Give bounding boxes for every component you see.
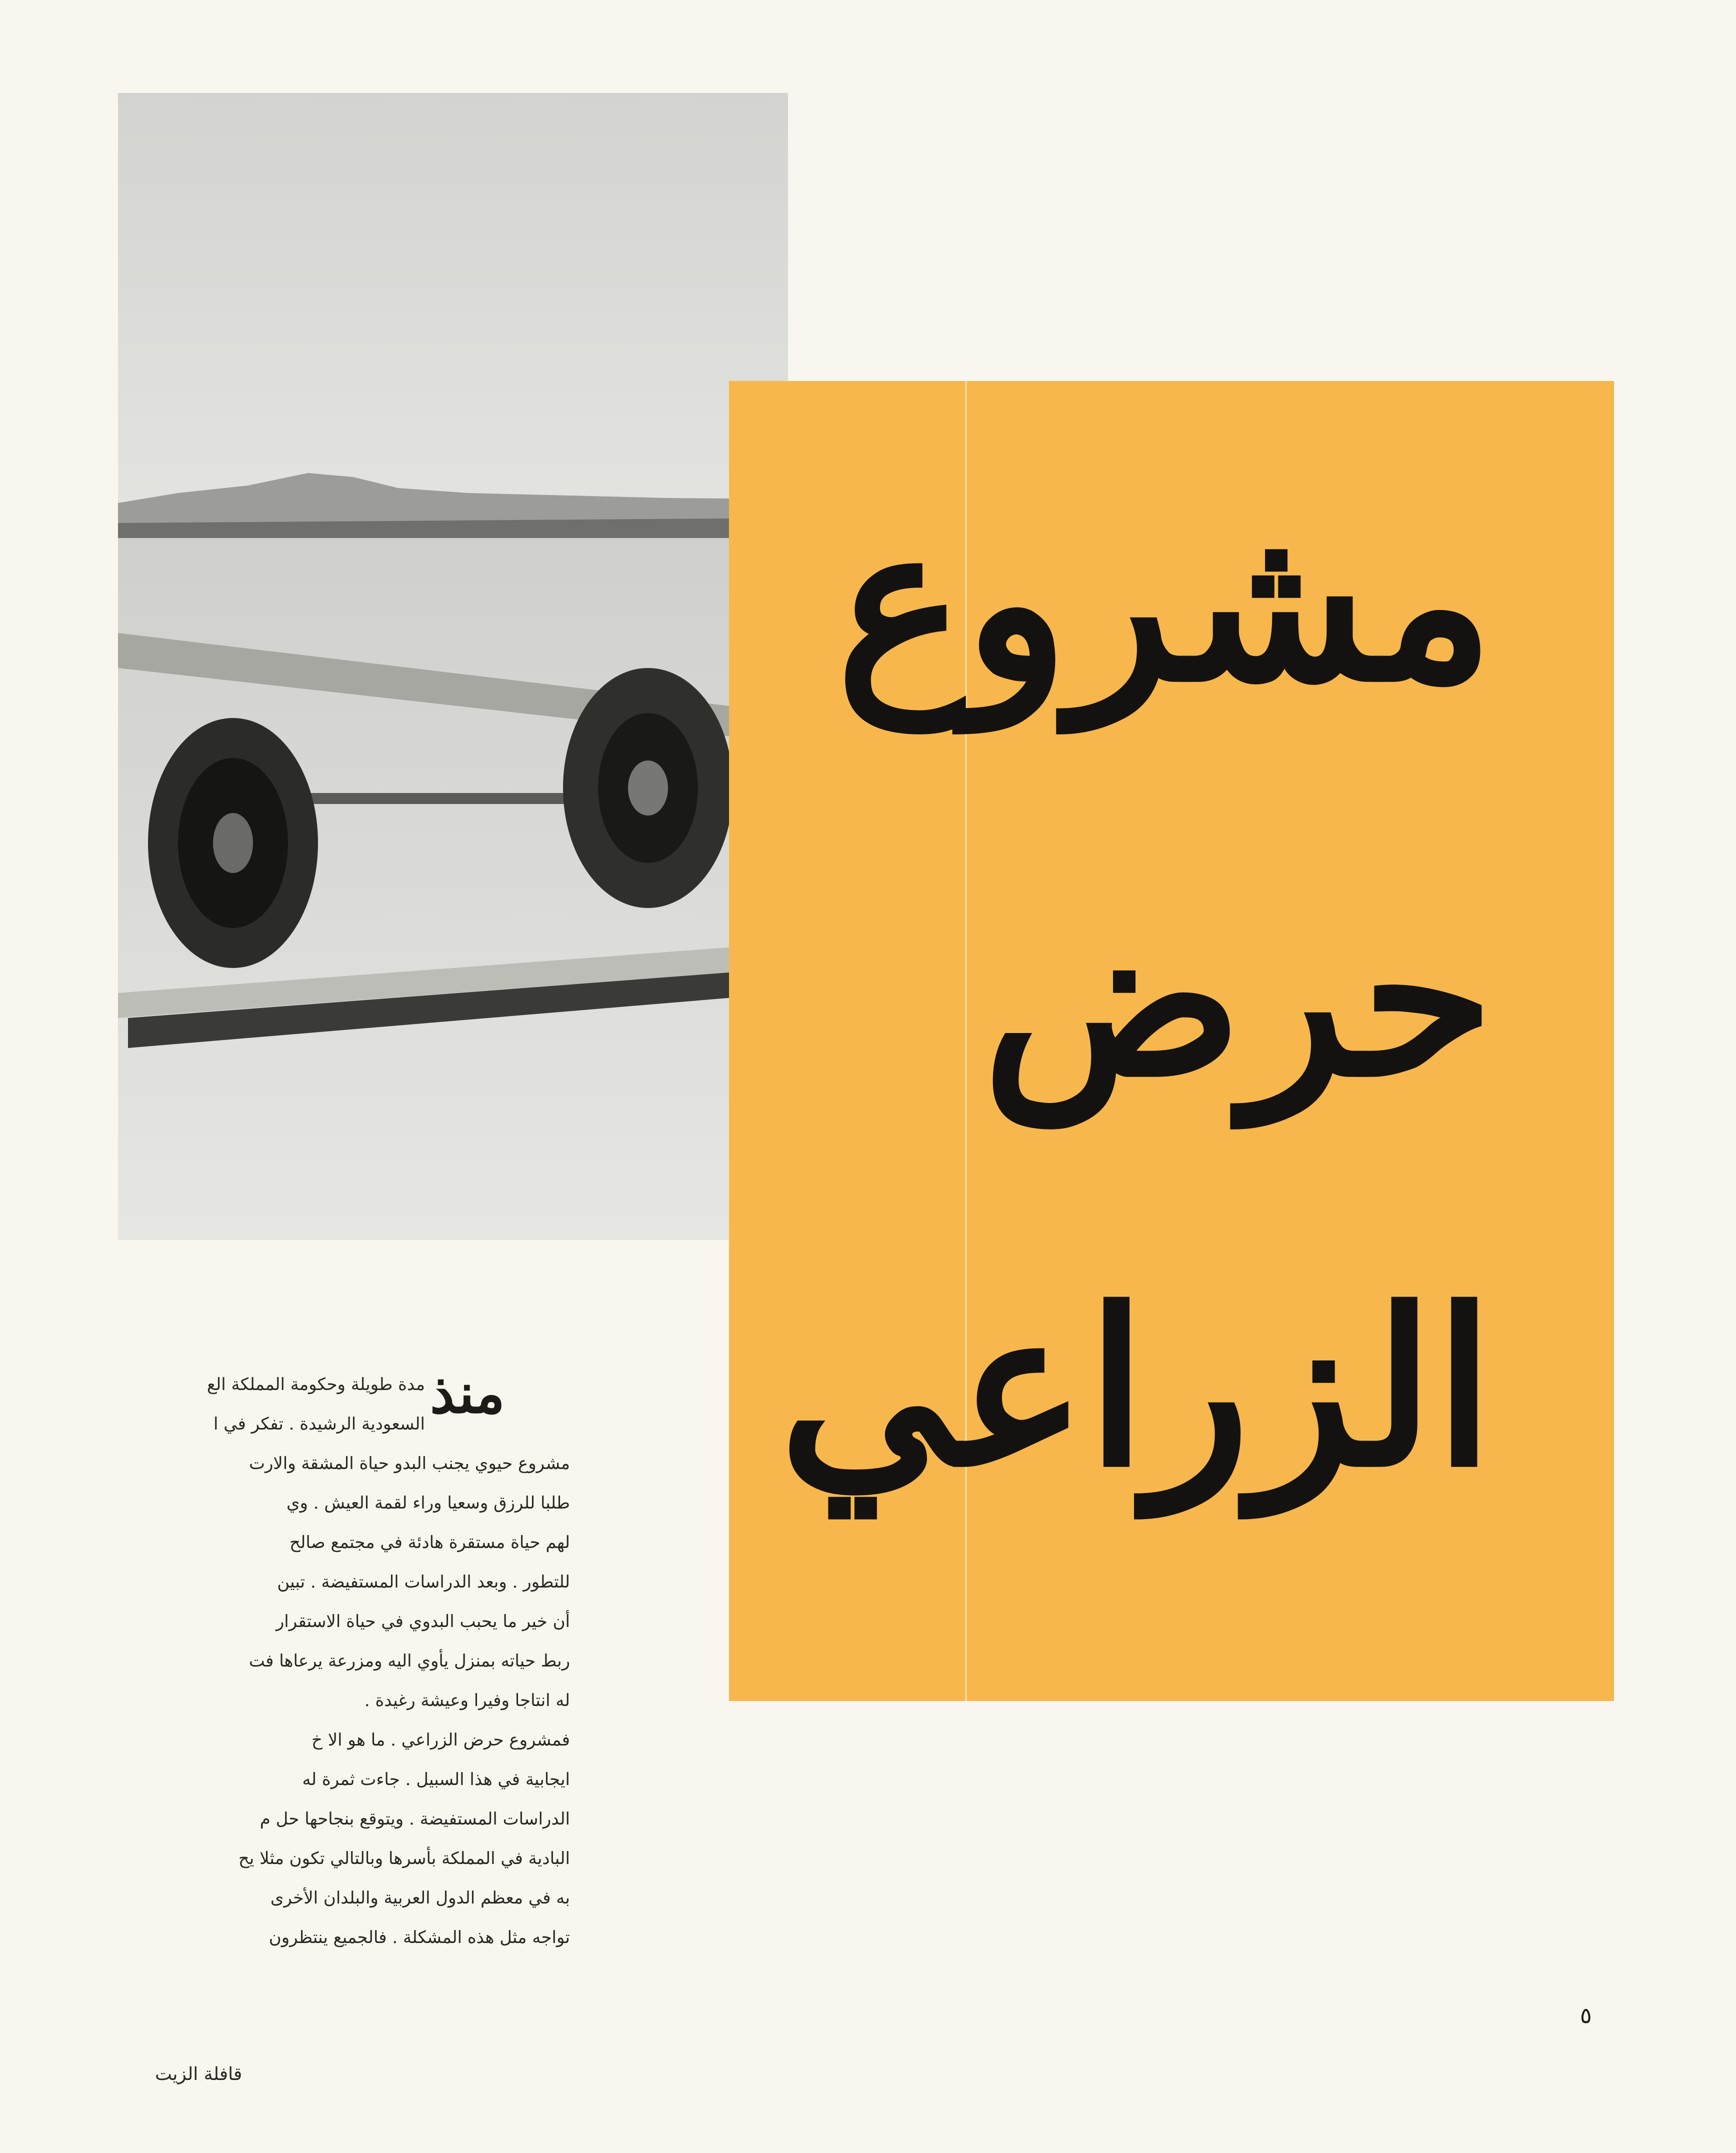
article-line: أن خير ما يحبب البدوي في حياة الاستقرار <box>276 1612 570 1632</box>
article-line: طلبا للرزق وسعيا وراء لقمة العيش . وي <box>286 1493 570 1513</box>
article-line: له انتاجا وفيرا وعيشة رغيدة . <box>364 1690 570 1710</box>
article-line: فمشروع حرض الزراعي . ما هو الا خ <box>312 1730 570 1750</box>
title-line-3: الزراعي <box>779 1262 1494 1514</box>
article-line: تواجه مثل هذه المشكلة . فالجميع ينتظرون <box>268 1928 570 1948</box>
magazine-name: قافلة الزيت <box>155 2064 242 2084</box>
article-line: مدة طويلة وحكومة المملكة الع <box>206 1374 425 1394</box>
article-line: لهم حياة مستقرة هادئة في مجتمع صالح <box>290 1532 570 1552</box>
title-line-2: حرض <box>982 872 1494 1124</box>
article-line: ربط حياته بمنزل يأوي اليه ومزرعة يرعاها فت <box>248 1651 570 1671</box>
article-line: ايجابية في هذا السبيل . جاءت ثمرة له <box>302 1770 570 1790</box>
photo-farm-trailer <box>118 93 788 1240</box>
title-panel <box>729 381 1614 1701</box>
photo-illustration <box>118 93 788 1240</box>
article-line: للتطور . وبعد الدراسات المستفيضة . تبين <box>277 1572 570 1592</box>
article-intro-lines <box>135 1365 425 1444</box>
article-line: الدراسات المستفيضة . ويتوقع بنجاحها حل م <box>260 1809 570 1829</box>
article-line: السعودية الرشيدة . تفكر في ا <box>214 1414 425 1434</box>
article-body <box>135 1444 570 1958</box>
article-line: مشروع حيوي يجنب البدو حياة المشقة والارت <box>248 1454 570 1474</box>
page-number: ٥ <box>1580 2003 1592 2028</box>
article-lead-word: منذ <box>430 1361 505 1426</box>
title-line-1: مشروع <box>836 477 1494 730</box>
article-line: البادية في المملكة بأسرها وبالتالي تكون مثلا يح <box>238 1848 570 1868</box>
article-line: به في معظم الدول العربية والبلدان الأخرى <box>270 1888 570 1908</box>
